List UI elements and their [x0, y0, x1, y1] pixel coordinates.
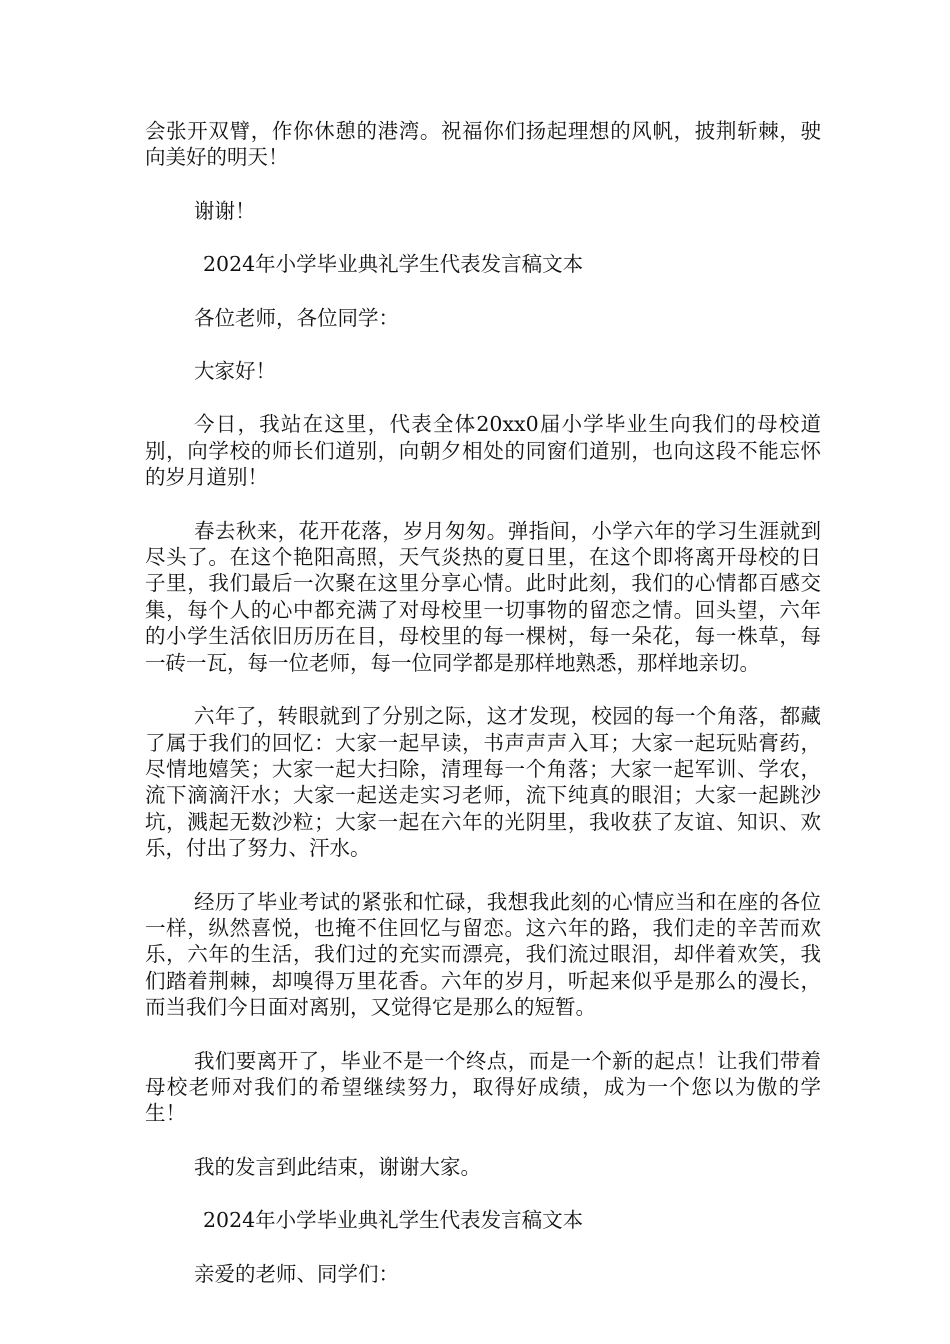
paragraph-thanks: 谢谢！	[194, 198, 256, 223]
paragraph-memories: 春去秋来，花开花落，岁月匆匆。弹指间，小学六年的学习生涯就到尽头了。在这个艳阳高照，天气炎热的夏日里，在这个即将离开母校的日子里，我们最后一次聚在这里分享心情。此时此刻，我们的心情都百感交集，每个人的心中都充满了对母校里一切事物的留恋之情。回头望，六年的小学生活依旧历历在目，母校里的每一棵树，每一朵花，每一株草，每一砖一瓦，每一位老师，每一位同学都是那样地熟悉，那样地亲切。	[145, 518, 821, 675]
paragraph-farewell: 今日，我站在这里，代表全体20xx0届小学毕业生向我们的母校道别，向学校的师长们道别，向朝夕相处的同窗们道别，也向这段不能忘怀的岁月道别！	[145, 412, 821, 490]
document-page	[145, 118, 821, 1314]
paragraph-new-start: 我们要离开了，毕业不是一个终点，而是一个新的起点！让我们带着母校老师对我们的希望继续努力，取得好成绩，成为一个您以为傲的学生！	[145, 1048, 821, 1126]
paragraph-six-years: 六年了，转眼就到了分别之际，这才发现，校园的每一个角落，都藏了属于我们的回忆：大家一起早读，书声声声入耳；大家一起玩贴膏药，尽情地嬉笑；大家一起大扫除，清理每一个角落；大家一起军训、学农，流下滴滴汗水；大家一起送走实习老师，流下纯真的眼泪；大家一起跳沙坑，溅起无数沙粒；大家一起在六年的光阴里，我收获了友谊、知识、欢乐，付出了努力、汗水。	[145, 704, 821, 861]
paragraph-closing-blessing: 会张开双臂，作你休憩的港湾。祝福你们扬起理想的风帆，披荆斩棘，驶向美好的明天！	[145, 119, 821, 170]
paragraph-exam: 经历了毕业考试的紧张和忙碌，我想我此刻的心情应当和在座的各位一样，纵然喜悦，也掩不住回忆与留恋。这六年的路，我们走的辛苦而欢乐，六年的生活，我们过的充实而漂亮，我们流过眼泪，却伴着欢笑，我们踏着荆棘，却嗅得万里花香。六年的岁月，听起来似乎是那么的漫长，而当我们今日面对离别，又觉得它是那么的短暂。	[145, 889, 821, 1020]
paragraph-end-speech: 我的发言到此结束，谢谢大家。	[194, 1154, 481, 1179]
section-title: 2024年小学毕业典礼学生代表发言稿文本	[203, 252, 584, 277]
paragraph-greeting-teachers: 各位老师，各位同学：	[194, 305, 399, 330]
paragraph-dear-teachers: 亲爱的老师、同学们：	[194, 1261, 399, 1286]
paragraph-hello: 大家好！	[194, 359, 276, 384]
section-title-2: 2024年小学毕业典礼学生代表发言稿文本	[203, 1208, 584, 1233]
